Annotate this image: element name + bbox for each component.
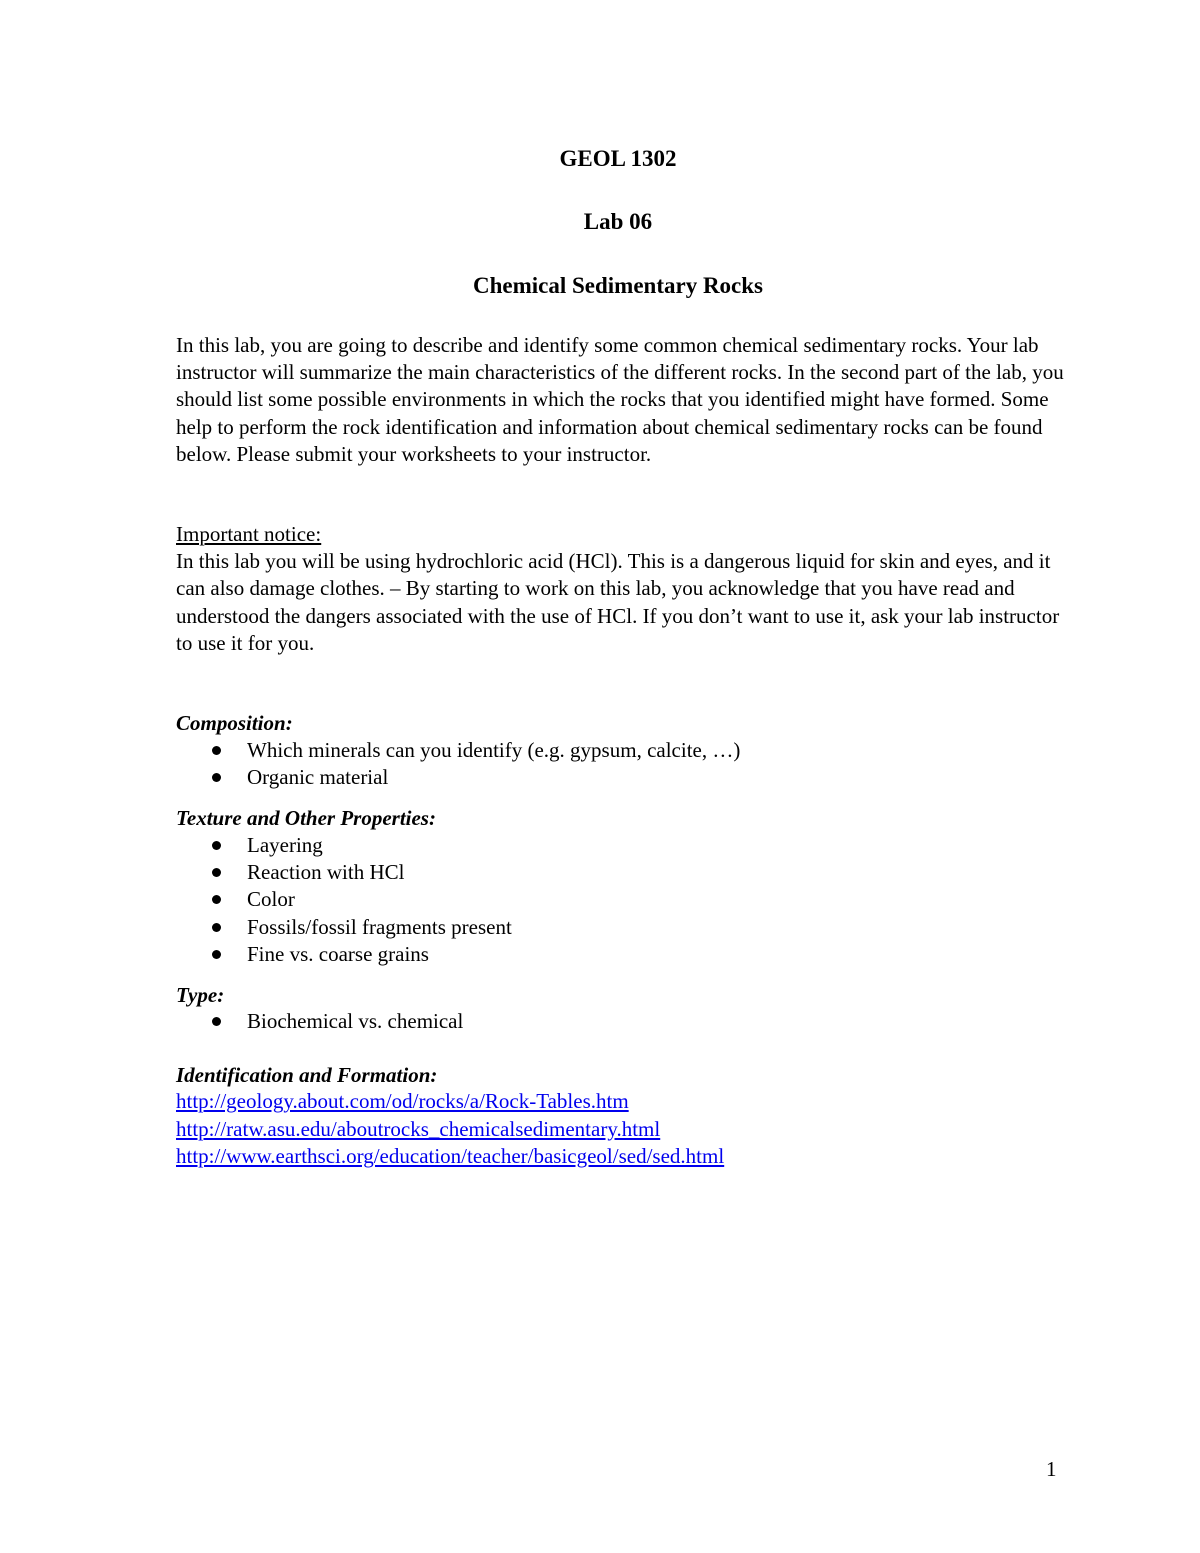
list-item-text: Color <box>247 887 295 912</box>
list-item <box>176 832 512 859</box>
bullet-icon <box>212 841 221 850</box>
lab-number: Lab 06 <box>583 209 653 234</box>
notice-text: In this lab you will be using hydrochloric acid (HCl). This is a dangerous liquid for skin and eyes, and it can also damage clothes. – By starting to work on this lab, you acknowledge that you have read and understood the dangers associated with the use of HCl. If you don’t want to use it, ask your lab instructor to use it for you. <box>176 549 1060 655</box>
page-number: 1 <box>1046 1457 1057 1481</box>
important-notice <box>176 521 1076 657</box>
bullet-icon <box>212 950 221 959</box>
texture-heading: Texture and Other Properties: <box>176 806 436 830</box>
bullet-icon <box>212 1017 221 1026</box>
bullet-icon <box>212 923 221 932</box>
list-item-text: Reaction with HCl <box>247 860 405 885</box>
link-earthsci-sed[interactable]: http://www.earthsci.org/education/teacher/basicgeol/sed/sed.html <box>176 1144 725 1169</box>
list-item <box>176 941 512 968</box>
list-item <box>176 1008 463 1035</box>
list-item <box>176 764 740 791</box>
composition-list <box>176 737 740 791</box>
list-item <box>176 886 512 913</box>
list-item-text: Which minerals can you identify (e.g. gypsum, calcite, …) <box>247 738 741 762</box>
composition-heading: Composition: <box>176 711 293 735</box>
notice-title: Important notice: <box>176 522 322 546</box>
bullet-icon <box>212 773 221 782</box>
type-list <box>176 1008 463 1035</box>
intro-text: In this lab, you are going to describe and identify some common chemical sedimentary rocks. Your lab instructor will summarize the main characteristics of the different rocks. In the second part of the lab, you should list some possible environments in which the rocks that you identified might have formed. Some help to perform the rock identification and information about chemical sedimentary rocks can be found below. Please submit your worksheets to your instructor. <box>176 333 1064 466</box>
bullet-icon <box>212 746 221 755</box>
texture-list <box>176 832 512 968</box>
link-asu-chemical-sedimentary[interactable]: http://ratw.asu.edu/aboutrocks_chemicalsedimentary.html <box>176 1116 661 1141</box>
list-item-text: Biochemical vs. chemical <box>247 1009 464 1033</box>
course-title: GEOL 1302 <box>559 146 677 171</box>
list-item <box>176 737 740 764</box>
list-item-text: Layering <box>247 833 323 857</box>
intro-paragraph <box>176 332 1076 468</box>
list-item-text: Fine vs. coarse grains <box>247 941 429 966</box>
link-rock-tables[interactable]: http://geology.about.com/od/rocks/a/Rock-Tables.htm <box>176 1089 629 1113</box>
reference-links <box>176 1088 724 1171</box>
type-heading: Type: <box>176 983 225 1007</box>
identification-heading: Identification and Formation: <box>176 1063 438 1087</box>
list-item-text: Organic material <box>247 765 389 790</box>
list-item-text: Fossils/fossil fragments present <box>247 914 512 939</box>
list-item <box>176 859 512 886</box>
bullet-icon <box>212 895 221 904</box>
page-title: Chemical Sedimentary Rocks <box>472 273 764 298</box>
bullet-icon <box>212 868 221 877</box>
list-item <box>176 914 512 941</box>
